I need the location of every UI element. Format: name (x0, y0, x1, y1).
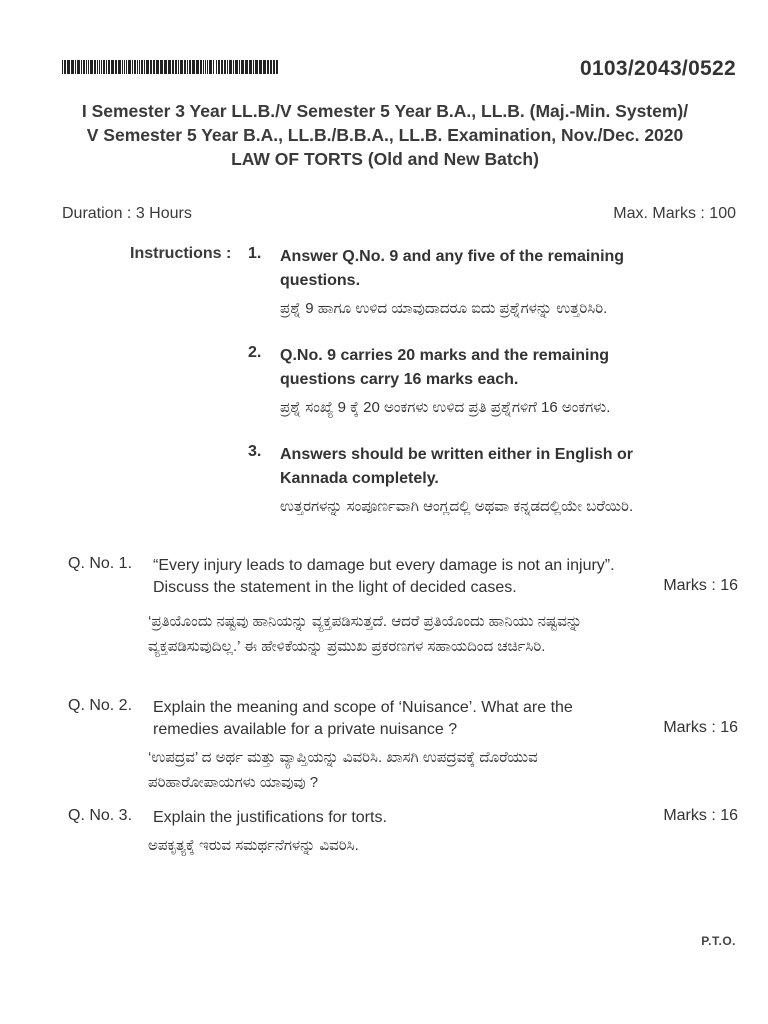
header-line-2: V Semester 5 Year B.A., LL.B./B.B.A., LL.B. Examination, Nov./Dec. 2020 (86, 125, 684, 145)
instruction-kannada: ಪ್ರಶ್ನೆ 9 ಹಾಗೂ ಉಳಿದ ಯಾವುದಾದರೂ ಐದು ಪ್ರಶ್ನೆಗಳನ್ನು ಉತ್ತರಿಸಿರಿ. (280, 300, 608, 317)
instruction-number: 2. (248, 344, 262, 361)
instruction-item (248, 245, 688, 321)
pto-label: P.T.O. (701, 934, 736, 948)
question-number: Q. No. 3. (68, 807, 133, 824)
exam-header (40, 99, 730, 171)
question-marks: Marks : 16 (663, 719, 738, 736)
question-text-kannada: ಅಪಕೃತ್ಯಕ್ಕೆ ಇರುವ ಸಮರ್ಥನೆಗಳನ್ನು ವಿವರಿಸಿ. (148, 837, 359, 854)
instruction-kannada: ಪ್ರಶ್ನೆ ಸಂಖ್ಯೆ 9 ಕ್ಕೆ 20 ಅಂಕಗಳು ಉಳಿದ ಪ್ರತಿ ಪ್ರಶ್ನೆಗಳಿಗೆ 16 ಅಂಕಗಳು. (280, 399, 611, 416)
paper-code: 0103/2043/0522 (579, 57, 736, 80)
question-marks: Marks : 16 (663, 577, 738, 594)
instruction-item (248, 344, 688, 420)
instruction-english: Answer Q.No. 9 and any five of the remaining questions. (280, 248, 625, 289)
instruction-number: 1. (248, 245, 262, 262)
question-3 (68, 807, 740, 858)
question-2 (68, 697, 740, 795)
header-line-1: I Semester 3 Year LL.B./V Semester 5 Year B.A., LL.B. (Maj.-Min. System)/ (81, 101, 689, 121)
question-number: Q. No. 1. (68, 555, 133, 572)
header-subject: LAW OF TORTS (Old and New Batch) (231, 149, 539, 169)
question-text-kannada: ‘ಪ್ರತಿಯೊಂದು ನಷ್ಟವು ಹಾನಿಯನ್ನು ವ್ಯಕ್ತಪಡಿಸುತ್ತದೆ. ಆದರೆ ಪ್ರತಿಯೊಂದು ಹಾನಿಯು ನಷ್ಟವನ್ನು ವ್ಯಕ್ತಪಡಿಸುವುದಿಲ್ಲ.’ ಈ ಹೇಳಿಕೆಯನ್ನು ಪ್ರಮುಖ ಪ್ರಕರಣಗಳ ಸಹಾಯದಿಂದ ಚರ್ಚಿಸಿರಿ. (148, 613, 583, 655)
instruction-item (248, 443, 688, 519)
max-marks: Max. Marks : 100 (613, 205, 736, 222)
question-text-english: “Every injury leads to damage but every damage is not an injury”. Discuss the statement in the light of decided cases. (153, 557, 615, 596)
question-text-english: Explain the justifications for torts. (153, 809, 387, 826)
instructions-title: Instructions : (130, 245, 232, 262)
question-1 (68, 555, 740, 659)
question-number: Q. No. 2. (68, 697, 133, 714)
instruction-english: Answers should be written either in English or Kannada completely. (280, 446, 633, 487)
duration: Duration : 3 Hours (62, 205, 192, 222)
instruction-number: 3. (248, 443, 262, 460)
barcode (62, 60, 280, 74)
instruction-kannada: ಉತ್ತರಗಳನ್ನು ಸಂಪೂರ್ಣವಾಗಿ ಆಂಗ್ಲದಲ್ಲಿ ಅಥವಾ ಕನ್ನಡದಲ್ಲಿಯೇ ಬರೆಯಿರಿ. (280, 498, 634, 515)
question-marks: Marks : 16 (663, 807, 738, 824)
question-text-english: Explain the meaning and scope of ‘Nuisance’. What are the remedies available for a private nuisance ? (153, 699, 573, 738)
instruction-english: Q.No. 9 carries 20 marks and the remaining questions carry 16 marks each. (280, 347, 610, 388)
question-text-kannada: ‘ಉಪದ್ರವ’ ದ ಅರ್ಥ ಮತ್ತು ವ್ಯಾಪ್ತಿಯನ್ನು ವಿವರಿಸಿ. ಖಾಸಗಿ ಉಪದ್ರವಕ್ಕೆ ದೊರೆಯುವ ಪರಿಹಾರೋಪಾಯಗಳು ಯಾವುವು ? (148, 749, 538, 791)
